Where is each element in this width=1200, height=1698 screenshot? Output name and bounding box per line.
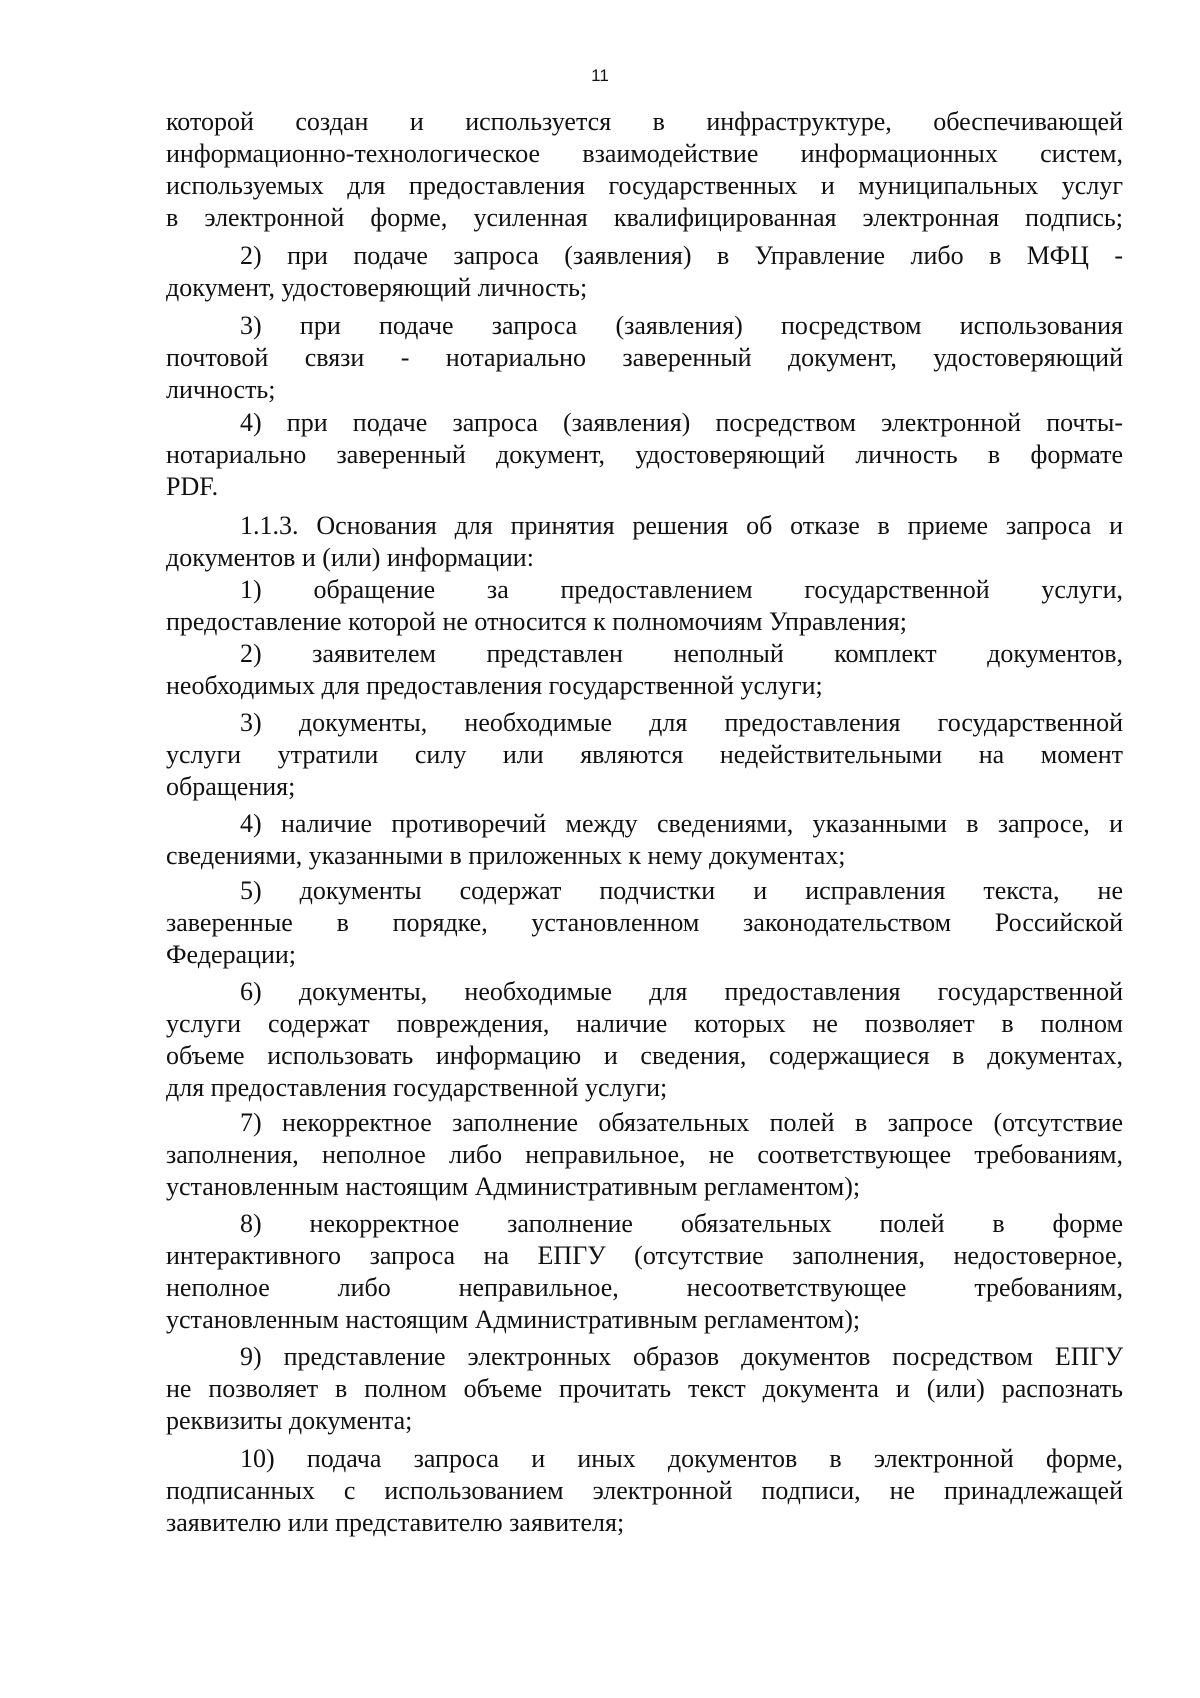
text-line: реквизиты документа; — [166, 1406, 413, 1435]
text-line: личность; — [166, 375, 276, 404]
text-line: PDF. — [166, 472, 219, 501]
text-line: подписанных с использованием электронной подписи, не принадлежащей — [166, 1476, 1123, 1505]
text-line: 8) некорректное заполнение обязательных полей в форме — [240, 1209, 1123, 1238]
text-line: 3) при подаче запроса (заявления) посредством использования — [240, 311, 1123, 340]
text-line: 9) представление электронных образов документов посредством ЕПГУ — [240, 1342, 1123, 1371]
text-line: документ, удостоверяющий личность; — [166, 273, 588, 302]
text-line: не позволяет в полном объеме прочитать текст документа и (или) распознать — [166, 1374, 1123, 1403]
text-line: объеме использовать информацию и сведения, содержащиеся в документах, — [166, 1041, 1123, 1070]
text-line: неполное либо неправильное, несоответствующее требованиям, — [166, 1273, 1123, 1302]
text-line: 1.1.3. Основания для принятия решения об отказе в приеме запроса и — [240, 511, 1123, 540]
text-line: 6) документы, необходимые для предоставления государственной — [240, 977, 1123, 1006]
text-line: услуги содержат повреждения, наличие которых не позволяет в полном — [166, 1009, 1123, 1038]
text-line: установленным настоящим Административным регламентом); — [166, 1172, 861, 1201]
text-line: интерактивного запроса на ЕПГУ (отсутствие заполнения, недостоверное, — [166, 1241, 1123, 1270]
text-line: нотариально заверенный документ, удостоверяющий личность в формате — [166, 440, 1123, 469]
text-line: 3) документы, необходимые для предоставления государственной — [240, 708, 1123, 737]
text-line: 5) документы содержат подчистки и исправления текста, не — [240, 876, 1123, 905]
text-line: заполнения, неполное либо неправильное, не соответствующее требованиям, — [166, 1140, 1123, 1169]
text-line: для предоставления государственной услуги; — [166, 1073, 668, 1102]
text-line: установленным настоящим Административным регламентом); — [166, 1305, 861, 1334]
text-line: которой создан и используется в инфраструктуре, обеспечивающей — [166, 107, 1123, 136]
text-line: сведениями, указанными в приложенных к нему документах; — [166, 841, 846, 870]
text-line: услуги утратили силу или являются недействительными на момент — [166, 740, 1123, 769]
text-line: 7) некорректное заполнение обязательных полей в запросе (отсутствие — [240, 1108, 1123, 1137]
text-line: 10) подача запроса и иных документов в электронной форме, — [240, 1444, 1123, 1473]
text-line: необходимых для предоставления государственной услуги; — [166, 671, 823, 700]
text-line: 2) заявителем представлен неполный комплект документов, — [240, 639, 1123, 668]
text-line: 4) при подаче запроса (заявления) посредством электронной почты- — [240, 408, 1123, 437]
text-line: Федерации; — [166, 940, 297, 969]
page-number: 11 — [591, 66, 609, 85]
text-line: заверенные в порядке, установленном законодательством Российской — [166, 908, 1123, 937]
text-line: предоставление которой не относится к полномочиям Управления; — [166, 607, 907, 636]
text-line: 2) при подаче запроса (заявления) в Управление либо в МФЦ - — [240, 241, 1123, 270]
text-line: документов и (или) информации: — [166, 543, 534, 572]
text-line: заявителю или представителю заявителя; — [166, 1508, 625, 1537]
text-line: 4) наличие противоречий между сведениями, указанными в запросе, и — [240, 809, 1123, 838]
text-line: информационно-технологическое взаимодействие информационных систем, — [166, 139, 1123, 168]
text-line: обращения; — [166, 772, 296, 801]
text-line: в электронной форме, усиленная квалифицированная электронная подпись; — [166, 203, 1123, 232]
text-line: почтовой связи - нотариально заверенный документ, удостоверяющий — [166, 343, 1123, 372]
text-line: 1) обращение за предоставлением государственной услуги, — [240, 575, 1123, 604]
text-line: используемых для предоставления государственных и муниципальных услуг — [166, 171, 1123, 200]
